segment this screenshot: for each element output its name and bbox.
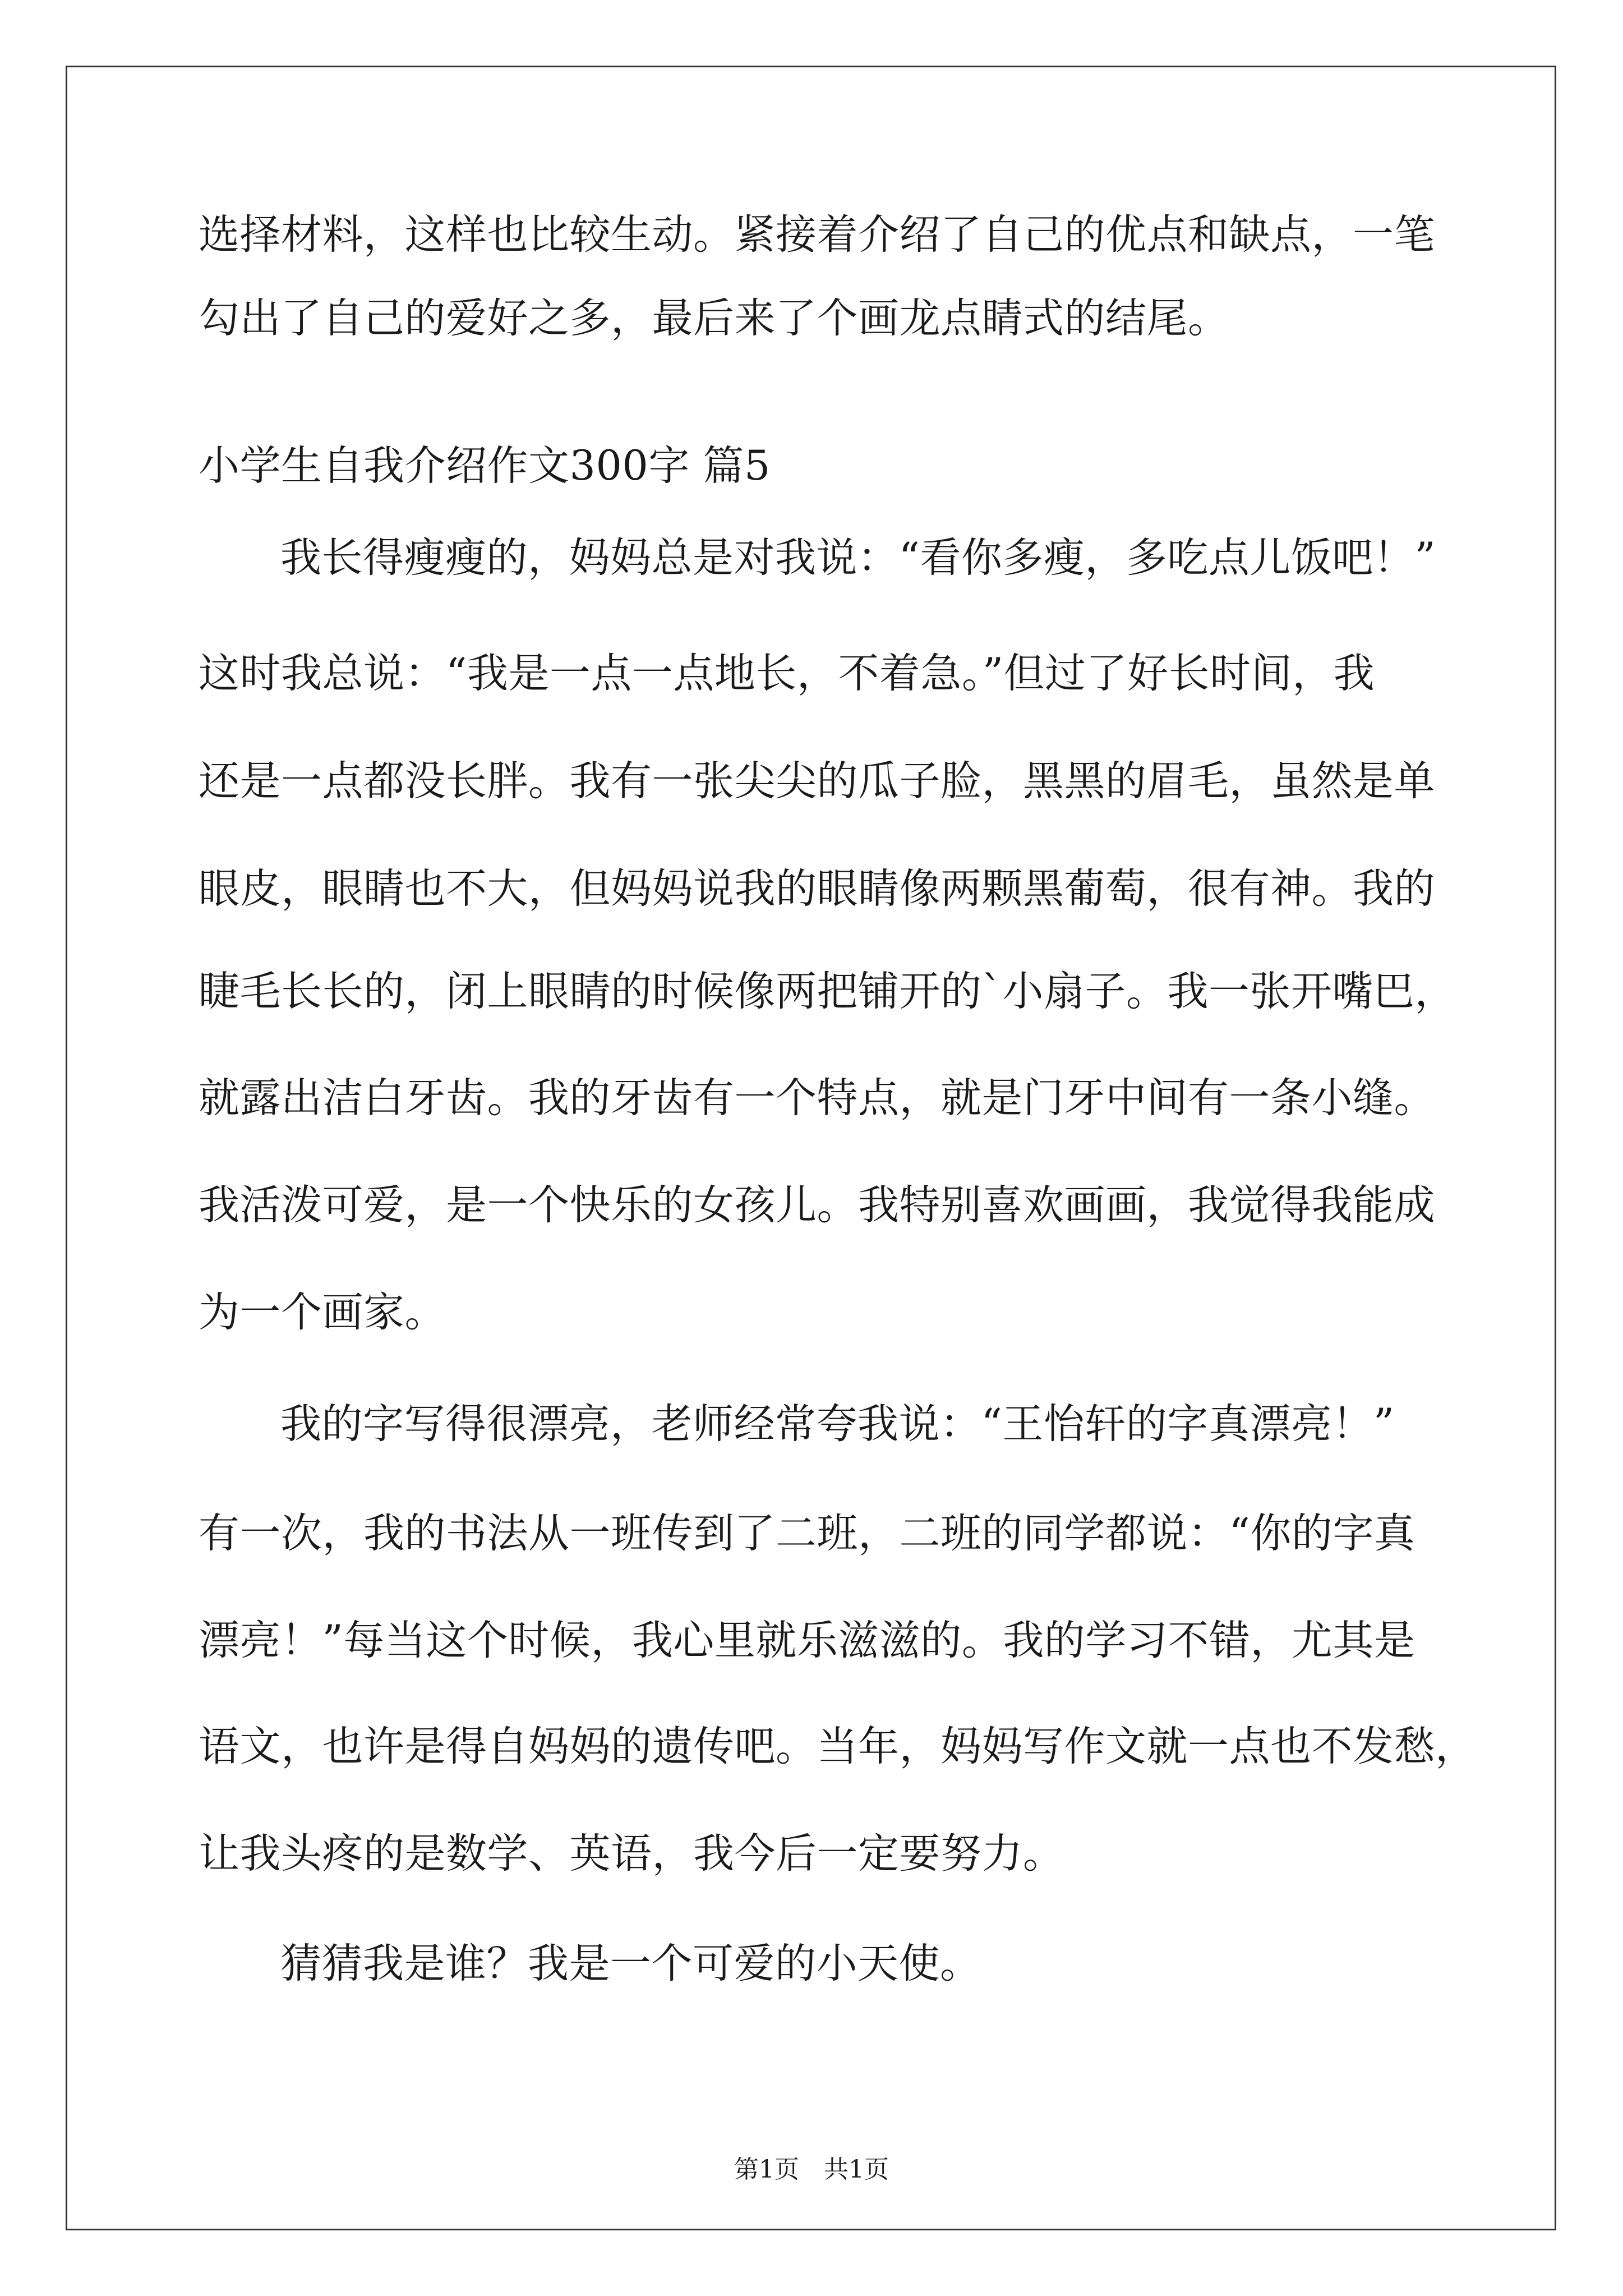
body-text-line: 语文，也许是得自妈妈的遗传吧。当年，妈妈写作文就一点也不发愁， — [199, 1723, 1477, 1770]
body-text-line: 我活泼可爱，是一个快乐的女孩儿。我特别喜欢画画，我觉得我能成 — [199, 1181, 1435, 1229]
body-text-line: 勾出了自己的爱好之多，最后来了个画龙点睛式的结尾。 — [199, 295, 1229, 342]
paragraph-start-line: 我长得瘦瘦的，妈妈总是对我说：“看你多瘦，多吃点儿饭吧！” — [280, 534, 1436, 582]
body-text-line: 睫毛长长的，闭上眼睛的时候像两把铺开的`小扇子。我一张开嘴巴， — [199, 968, 1456, 1015]
page-footer: 第1页 共1页 — [734, 2155, 889, 2184]
body-text-line: 这时我总说：“我是一点一点地长，不着急。”但过了好长时间，我 — [199, 650, 1375, 697]
section-heading: 小学生自我介绍作文300字 篇5 — [199, 442, 771, 490]
body-text-line: 眼皮，眼睛也不大，但妈妈说我的眼睛像两颗黑葡萄，很有神。我的 — [199, 865, 1435, 913]
body-text-line: 有一次，我的书法从一班传到了二班，二班的同学都说：“你的字真 — [199, 1510, 1415, 1557]
body-text-line: 选择材料，这样也比较生动。紧接着介绍了自己的优点和缺点，一笔 — [199, 211, 1435, 259]
body-text-line: 漂亮！”每当这个时候，我心里就乐滋滋的。我的学习不错，尤其是 — [199, 1617, 1415, 1664]
body-text-line: 就露出洁白牙齿。我的牙齿有一个特点，就是门牙中间有一条小缝。 — [199, 1074, 1435, 1122]
body-text-line: 为一个画家。 — [199, 1289, 446, 1336]
page-frame — [66, 66, 1556, 2230]
paragraph-start-line: 猜猜我是谁？我是一个可爱的小天使。 — [280, 1940, 981, 1987]
body-text-line: 还是一点都没长胖。我有一张尖尖的瓜子脸，黑黑的眉毛，虽然是单 — [199, 757, 1435, 805]
paragraph-start-line: 我的字写得很漂亮，老师经常夸我说：“王怡轩的字真漂亮！” — [280, 1400, 1395, 1448]
body-text-line: 让我头疼的是数学、英语，我今后一定要努力。 — [199, 1830, 1064, 1878]
